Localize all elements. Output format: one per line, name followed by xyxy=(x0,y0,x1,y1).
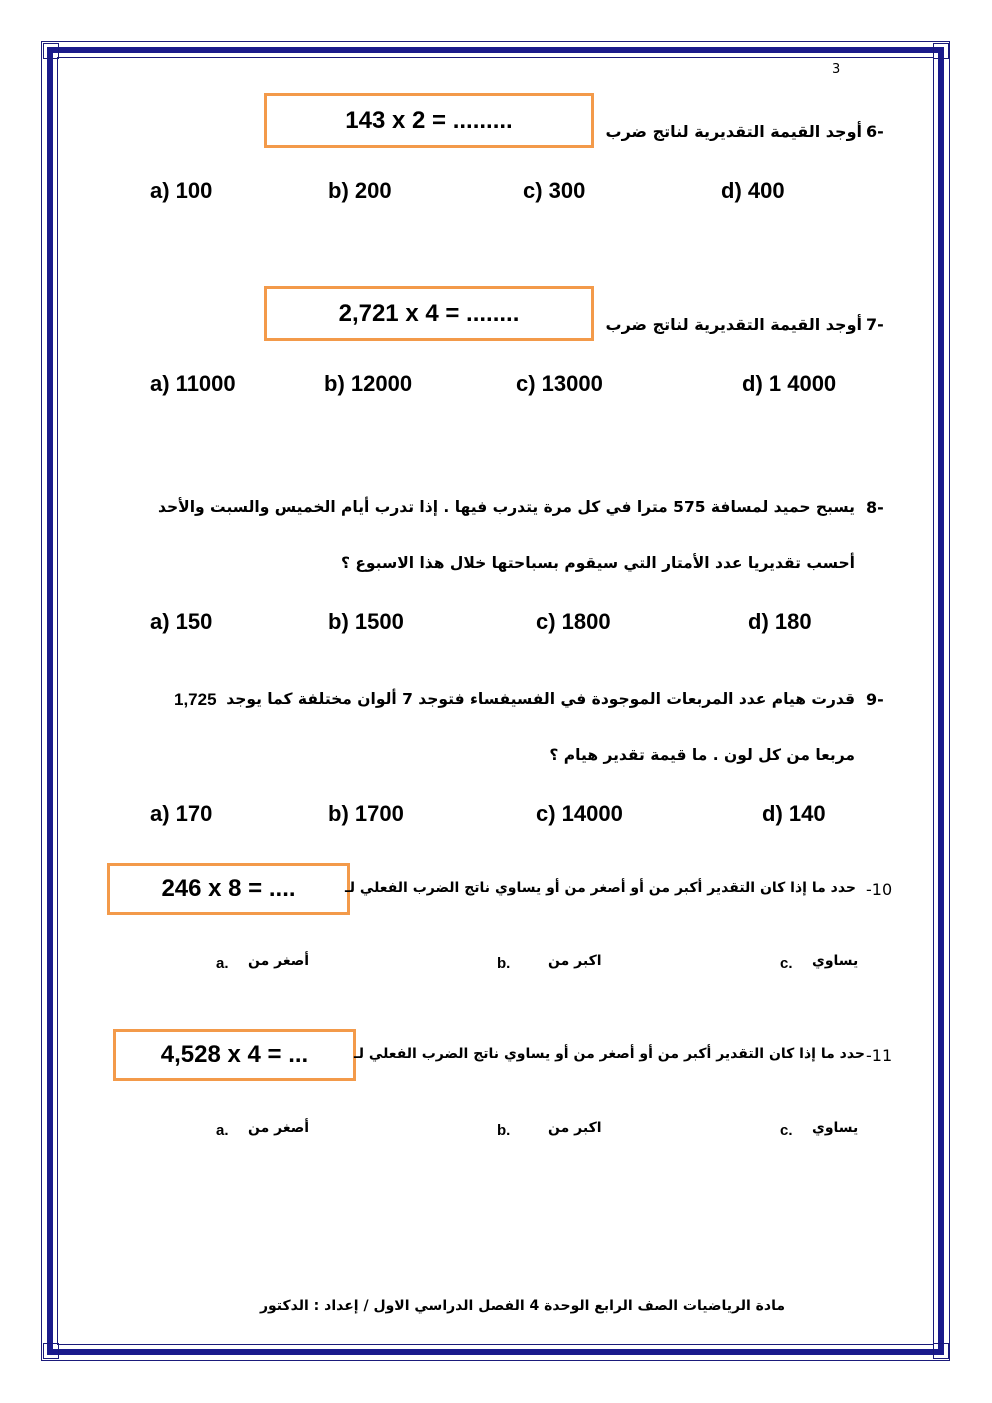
corner-ornament xyxy=(43,43,59,59)
q9-option-d[interactable]: d) 140 xyxy=(762,801,826,826)
q8-option-a[interactable]: a) 150 xyxy=(150,609,213,634)
q6-expression-box: 143 x 2 = ......... xyxy=(264,93,594,148)
q10-number: -10 xyxy=(866,880,893,899)
q8-text-line2: أحسب تقديريا عدد الأمتار التي سيقوم بسباحتها خلال هذا الاسبوع ؟ xyxy=(340,554,855,572)
q7-text: أوجد القيمة التقديرية لناتج ضرب xyxy=(605,315,862,334)
q11-choice-a-label[interactable]: a. xyxy=(216,1122,229,1139)
q7-option-b[interactable]: b) 12000 xyxy=(324,371,413,396)
q6-option-c[interactable]: c) 300 xyxy=(523,178,586,203)
q7-option-a[interactable]: a) 11000 xyxy=(150,371,236,396)
q9-number-value: 1,725 xyxy=(174,690,217,709)
q7-number: 7- xyxy=(866,315,884,334)
q8-option-b[interactable]: b) 1500 xyxy=(328,609,404,634)
q11-choice-c-label[interactable]: c. xyxy=(780,1122,793,1139)
q6-text: أوجد القيمة التقديرية لناتج ضرب xyxy=(605,122,862,141)
q8-number: 8- xyxy=(866,498,884,517)
corner-ornament xyxy=(933,43,949,59)
q6-option-a[interactable]: a) 100 xyxy=(150,178,213,203)
q9-text-line2: مربعا من كل لون . ما قيمة تقدير هيام ؟ xyxy=(549,746,855,764)
q10-choice-c-label[interactable]: c. xyxy=(780,955,793,972)
q7-expression-box: 2,721 x 4 = ........ xyxy=(264,286,594,341)
q9-number: 9- xyxy=(866,690,884,709)
q7-option-c[interactable]: c) 13000 xyxy=(516,371,603,396)
q11-choice-b-label[interactable]: b. xyxy=(497,1122,511,1139)
corner-ornament xyxy=(933,1343,949,1359)
q9-text-line1: قدرت هيام عدد المربعات الموجودة في الفسيفساء فتوجد 7 ألوان مختلفة كما يوجد xyxy=(226,690,855,708)
q8-option-d[interactable]: d) 180 xyxy=(748,609,812,634)
q6-number: 6- xyxy=(866,122,884,141)
page-footer: مادة الرياضيات الصف الرابع الوحدة 4 الفصل الدراسي الاول / إعداد : الدكتور xyxy=(259,1298,786,1314)
q9-option-a[interactable]: a) 170 xyxy=(150,801,213,826)
q10-choice-a-text[interactable]: أصغر من xyxy=(248,953,310,969)
q8-text-line1: يسبح حميد لمسافة 575 مترا في كل مرة يتدرب فيها . إذا تدرب أيام الخميس والسبت والأحد xyxy=(158,498,855,516)
q9-option-c[interactable]: c) 14000 xyxy=(536,801,623,826)
q11-expression-box: 4,528 x 4 = ... xyxy=(113,1029,356,1081)
q10-expression-box: 246 x 8 = .... xyxy=(107,863,350,915)
q11-text: حدد ما إذا كان التقدير أكبر من أو أصغر من أو يساوي ناتج الضرب الفعلي لـ xyxy=(354,1046,865,1062)
corner-ornament xyxy=(43,1343,59,1359)
q11-choice-a-text[interactable]: أصغر من xyxy=(248,1120,310,1136)
page-number: 3 xyxy=(832,62,841,77)
q11-number: -11 xyxy=(866,1046,893,1065)
q10-choice-a-label[interactable]: a. xyxy=(216,955,229,972)
q11-choice-b-text[interactable]: اكبر من xyxy=(548,1120,602,1136)
q10-text: حدد ما إذا كان التقدير أكبر من أو أصغر من أو يساوي ناتج الضرب الفعلي لـ xyxy=(345,880,856,896)
q7-option-d[interactable]: d) 1 4000 xyxy=(742,371,837,396)
q10-choice-c-text[interactable]: يساوي xyxy=(812,953,859,969)
q6-option-d[interactable]: d) 400 xyxy=(721,178,785,203)
q10-choice-b-text[interactable]: اكبر من xyxy=(548,953,602,969)
q8-option-c[interactable]: c) 1800 xyxy=(536,609,611,634)
q10-choice-b-label[interactable]: b. xyxy=(497,955,511,972)
q6-option-b[interactable]: b) 200 xyxy=(328,178,392,203)
q9-option-b[interactable]: b) 1700 xyxy=(328,801,404,826)
q11-choice-c-text[interactable]: يساوي xyxy=(812,1120,859,1136)
